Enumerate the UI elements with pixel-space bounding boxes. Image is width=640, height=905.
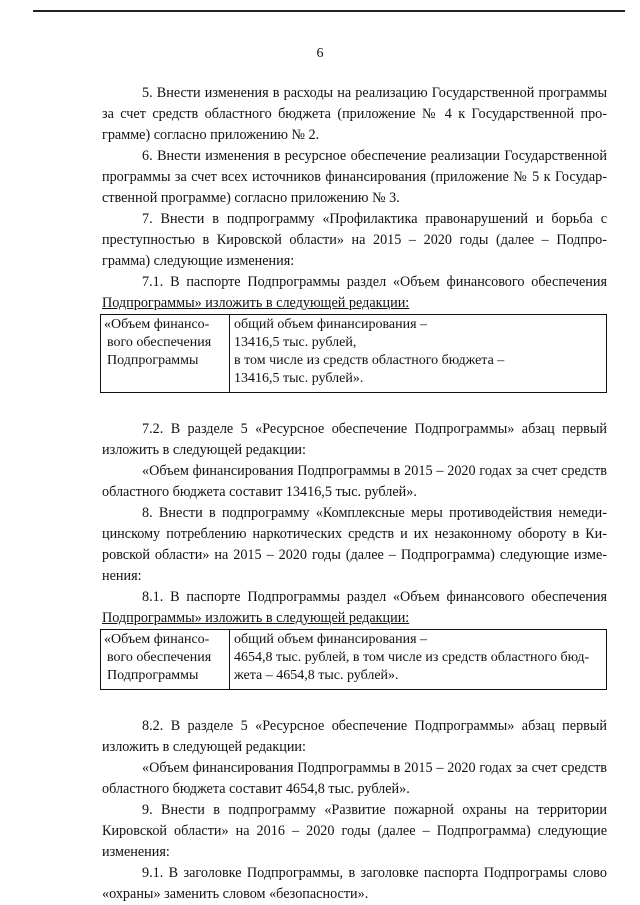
funding-table-1	[100, 314, 607, 393]
paragraph-6: 6. Внести изменения в ресурсное обеспечение реализации Государственной программы за счет всех источников финансирования (приложение № 5 к Государ-ственной программе) согласно приложению № 3.	[102, 148, 607, 206]
paragraph-7: 7. Внести в подпрограмму «Профилактика правонарушений и борьба с преступностью в Кировской области» на 2015 – 2020 годы (далее – Подпро-грамма) следующие изменения:	[102, 211, 607, 269]
table-2-value-line-2: 4654,8 тыс. рублей, в том числе из средств областного бюд-	[234, 650, 590, 665]
table-2-label-line-2: вого обеспечения	[107, 650, 212, 665]
paragraph-8-1-line-1: 8.1. В паспорте Подпрограммы раздел «Объем финансового обеспечения	[142, 589, 607, 605]
table-row	[101, 630, 607, 690]
funding-table-2-label	[101, 630, 230, 690]
table-2-label-line-1: «Объем финансо-	[104, 632, 210, 647]
paragraph-7-2: 7.2. В разделе 5 «Ресурсное обеспечение Подпрограммы» абзац первый изложить в следующей редакции:	[102, 421, 607, 458]
paragraph-7-2-quote: «Объем финансирования Подпрограммы в 2015 – 2020 годах за счет средств областного бюджета составит 13416,5 тыс. рублей».	[102, 463, 607, 500]
page-number: 6	[316, 46, 324, 61]
paragraph-8-1-line-2: Подпрограммы» изложить в следующей редакции:	[102, 610, 410, 626]
table-1-value-line-3: в том числе из средств областного бюджета –	[234, 353, 505, 368]
paragraph-7-1-line-2: Подпрограммы» изложить в следующей редакции:	[102, 295, 410, 311]
funding-table-2-value	[230, 630, 607, 690]
table-1-label-line-1: «Объем финансо-	[104, 317, 210, 332]
table-1-value-line-4: 13416,5 тыс. рублей».	[234, 371, 364, 386]
funding-table-1-label	[101, 315, 230, 393]
paragraph-7-1	[102, 272, 607, 314]
paragraph-9: 9. Внести в подпрограмму «Развитие пожарной охраны на территории Кировской области» на 2016 – 2020 годы (далее – Подпрограмма) следующие изменения:	[102, 802, 607, 860]
funding-table-2	[100, 629, 607, 690]
table-1-value-line-1: общий объем финансирования –	[234, 317, 428, 332]
paragraph-5: 5. Внести изменения в расходы на реализацию Государственной программы за счет средств областного бюджета (приложение № 4 к Государственной про-грамме) согласно приложению № 2.	[102, 85, 607, 143]
table-1-label-line-3: Подпрограммы	[107, 353, 199, 368]
paragraph-8-2: 8.2. В разделе 5 «Ресурсное обеспечение Подпрограммы» абзац первый изложить в следующей редакции:	[102, 718, 607, 755]
paragraph-7-1-line-1: 7.1. В паспорте Подпрограммы раздел «Объем финансового обеспечения	[142, 274, 607, 290]
table-2-value-line-3: жета – 4654,8 тыс. рублей».	[234, 668, 399, 683]
document-body	[102, 83, 607, 905]
table-row	[101, 315, 607, 393]
table-1-value-line-2: 13416,5 тыс. рублей,	[234, 335, 357, 350]
table-1-label-line-2: вого обеспечения	[107, 335, 212, 350]
paragraph-8: 8. Внести в подпрограмму «Комплексные меры противодействия немеди-цинскому потреблению наркотических средств и их незаконному обороту в Ки-ровской области» на 2015 – 2020 годы (далее – Подпрограмма) следующие изме-нения:	[102, 505, 607, 584]
funding-table-1-value	[230, 315, 607, 393]
paragraph-8-1	[102, 587, 607, 629]
table-2-value-line-1: общий объем финансирования –	[234, 632, 428, 647]
paragraph-8-2-quote: «Объем финансирования Подпрограммы в 2015 – 2020 годах за счет средств областного бюджета составит 4654,8 тыс. рублей».	[102, 760, 607, 797]
table-2-label-line-3: Подпрограммы	[107, 668, 199, 683]
top-border-line	[33, 10, 625, 12]
paragraph-9-1: 9.1. В заголовке Подпрограммы, в заголовке паспорта Подпрограмы слово «охраны» заменить словом «безопасности».	[102, 865, 607, 902]
